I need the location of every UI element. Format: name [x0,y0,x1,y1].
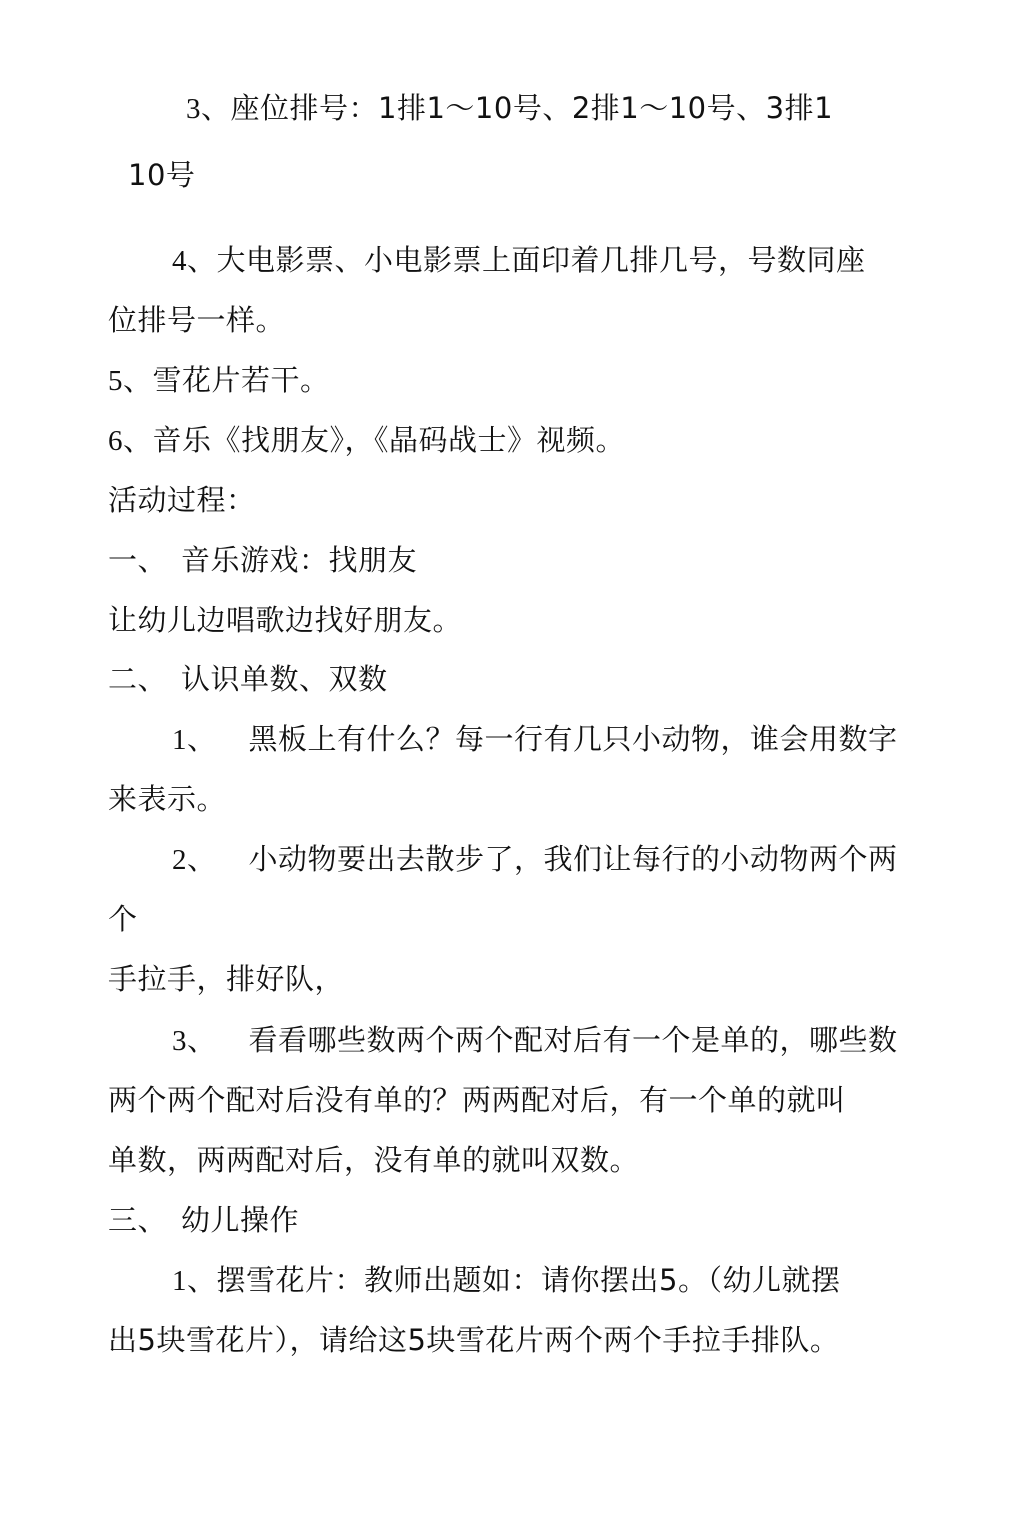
doc-line-step-3 [172,1022,898,1059]
line-text: 两个两个配对后没有单的？两两配对后，有一个单的就叫 [108,1083,846,1117]
section-number: 一、 [108,543,168,577]
doc-line-seat-numbering [186,90,833,127]
item-number: 5、 [108,365,153,397]
line-text: 10号 [128,158,196,192]
item-number: 1、 [172,724,217,756]
doc-line-step-2-cont [108,901,138,937]
line-text: 摆雪花片：教师出题如：请你摆出5。（幼儿就摆 [216,1263,841,1297]
line-text: 个 [108,902,138,936]
doc-line-tickets-cont [108,302,285,338]
line-text: 出5块雪花片），请给这5块雪花片两个两个手拉手排队。 [108,1323,840,1357]
section-number: 二、 [108,662,168,696]
doc-line-find-friends [108,602,462,638]
doc-line-step-2 [172,841,898,878]
doc-line-seat-numbering-cont [128,157,195,193]
line-text: 大电影票、小电影票上面印着几排几号，号数同座 [216,243,866,277]
line-text: 音乐《找朋友》，《晶码战士》视频。 [152,423,626,457]
line-text: 雪花片若干。 [152,363,330,397]
doc-line-step-1 [172,721,898,758]
doc-line-operation-1-cont [108,1322,839,1358]
line-text: 手拉手，排好队， [108,962,345,996]
doc-line-music [108,422,625,459]
doc-line-step-3-cont2 [108,1142,639,1178]
section-heading: 认识单数、双数 [181,662,388,696]
doc-line-activity-process [108,482,256,518]
section-heading: 音乐游戏：找朋友 [181,543,418,577]
item-number: 3、 [172,1025,217,1057]
line-text: 小动物要出去散步了，我们让每行的小动物两个两 [248,842,898,876]
line-text: 来表示。 [108,782,227,816]
doc-line-section-one [108,542,417,578]
item-number: 3、 [186,93,231,125]
item-number: 6、 [108,425,153,457]
line-text: 黑板上有什么？每一行有几只小动物，谁会用数字 [248,722,898,756]
section-heading: 幼儿操作 [181,1203,300,1237]
item-number: 2、 [172,844,217,876]
line-text: 单数，两两配对后，没有单的就叫双数。 [108,1143,640,1177]
line-text: 让幼儿边唱歌边找好朋友。 [108,603,463,637]
doc-line-step-1-cont [108,781,226,817]
item-number: 1、 [172,1265,217,1297]
line-text: 座位排号：1排1～10号、2排1～10号、3排1 [230,91,834,125]
section-heading: 活动过程： [108,483,256,517]
section-number: 三、 [108,1203,168,1237]
doc-line-tickets [172,242,866,279]
doc-line-step-3-cont [108,1082,846,1118]
line-text: 位排号一样。 [108,303,286,337]
doc-line-step-2-cont2 [108,961,344,997]
doc-line-section-two [108,661,388,697]
doc-line-section-three [108,1202,299,1238]
line-text: 看看哪些数两个两个配对后有一个是单的，哪些数 [248,1023,898,1057]
doc-line-snowflakes [108,362,330,399]
doc-line-operation-1 [172,1262,840,1299]
item-number: 4、 [172,245,217,277]
